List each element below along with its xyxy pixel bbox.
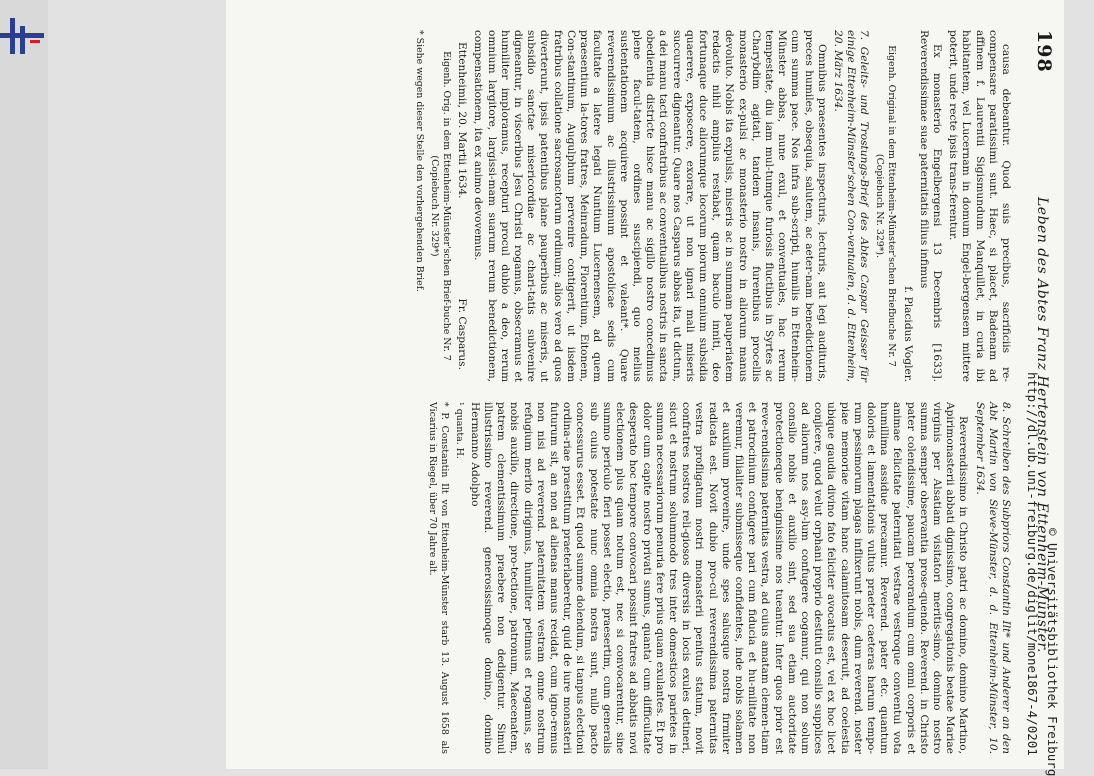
running-head: Leben des Abtes Franz Hertenstein von Ettenheim-Münster. [1034,197,1050,653]
right-column [423,402,1012,758]
source-note: Eigenh. Orig. in dem Ettenheim-Münster'schen Brief-buche Nr. 7 (Copiebuch Nr. 329*) [429,51,453,364]
viewer-left-margin [0,0,48,769]
body-paragraph: Reverendissimo in Christo patri ac domino, domino Martino, Apirimonasterii abbati dignissimo, congregationis beatae Mariae virginis per Alsatiam visitatori meritis-simo, domino nostro summa semper observantia prose-quendo. Reverend. in Christo pater colendissime, paucam perorandum cum omni corporis et animae felicitate paternitati vestrae vestroque conventui vota humillima assidue precamur. Reverend. pater etc. quantum doloris et lamentationis vultus praeter caeteras harum tempo-rum pessimorum plagas inflixerunt nobis, dum reverend. noster piae memoriae vitam hanc calamitosam deseruit, ad coelestia ubique gaudia divino fato feliciter avocatus est, vel ex hoc licet conjicere, quod velut orphani proprio destituti consilio supplices ad aliorum nos asy-lum confugere cogamur, qui non solum consilio nobis et auxilio sint, sed sua etiam auctoritate protectioneque benignissime nos tueantur. Inter quos prior est reve-rendissima paternitas vestra, ad cuius amatam clemen-tiam et patrocinium confugere pari cum fiducia et hu-militate non veremur, filialiter submisseque confidentes, inde nobis solamen et auxilium provenire, unde spes salusque nostra firmiter radicata est. Novit dubio pro-cul reverendissima paternitas vestra profligatum nostri monasterii penitus statum, novit confratres nostros reli-giosos diversis in locis exules detineri, sicut et nostrum solummodo tres inter domesticos parietes in summa necessariorum penuria fere prius quam exulantes. Et pro dolor cum capite nostro privati sumus, quanta' cum difficultate desperato hoc tempore convocari possint fratres ad abbatis novi electionem plus quam notum est, nec si convocarentur, sine summo periculo fieri posset electio, praesertim, cum generalis sub cuius potestate nunc omnia nostra sunt, nullo pacto concessurus esset. Et quod summe dolendum, si tanpus electioni ordina-riae praestitum praeterlaberetur, quid de iure monasterii futurum sit, an non ad alienas manus recidat, cum igno-remus non nisi ad reverend. paternitatem vestram omne nostrum refugium merito dirigimus, humiliter petimus et rogamus, se nobis auxilio, directione, pro-tectione, patronum, Maecenatem, patrem clementissimum praebere non dedigentur. Simul illustrissimo reverend. generosissimoque domino, domino Hermanno Adolpho [468,402,970,758]
body-paragraph: causa debeantur. Quod suis precibus, sacrificiis re-compensare paratissimi sunt. Haec, si placet, Badenam ad affinem f. Laurentii Sigismundum Manquillet, in curia ibi habitantem, vel Lucernam in domum Engel-bergensem mittere poterit, unde recte ipsis trans-ferentur. [947,30,1012,386]
signoff-line [455,30,468,382]
scanned-page [226,0,1064,769]
footnote: ¹ quanta. H. [453,402,465,459]
signoff-place-date: Ettenheimii, 20. Martii 1634. [456,42,469,199]
source-note: Eigenh. Original in dem Ettenheim-Münster'schen Briefbuche Nr. 7 (Copiebuch Nr. 329*). [874,45,898,370]
left-column [410,30,1012,386]
body-paragraph: Omnibus praesentes inspecturis, lecturis, aut legi audituris, preces humiles, obsequia, salutem, ac aeter-nam benedictionem cum summa pace. Nos infra sub-scripti, humilis in Ettenheim-Münster abbas, nune exul, et conventuales, hac rerum tempestate, diu iam mul-tumque furiosis fluctibus in Syrtes ac Charybdim agitati, tandem insanis, furentibus procellis monasterio ex-pulsi ac monasterio nostro in aliorum manus devoluto. Nobis ita expulsis, miseris ac in summam pauperiatem redactis nihil amplius restabat, quam baculo inniti, deo fortunaque duce aliorumque locorum piorum omnium subsidia quaerere, exposcere, exorare, ut non ignari mali miseris succurrere digneantur. Quare nos Casparus abbas ita, ut dictum, a dei manu tacti confratribus ac conventualibus nostris in sancta obedientia districte hisce manu ac sigillo nostro concedimus plene facul-tatem, ordines suscipiendi, quo melius sustentationem acquirere possint et valeant*. Quare reverendissimum ac illustrissimum apostolicae sedis cum facultate a latere legati Nuntium Lucernensem, ad quem praesentium la-tores fratres, Meinradum, Florentium, Eitonem, Con-stantinum, Augulphum pervenire contigerit, ut iisdem fratribus collatione sacrosanctorum ordinum; alios vero ad quos diverterunt, ipsis patentibus plane pauperibus ac miseris, ut subsidio sanctae misericordiae ac chari-tatis subvenire digneantur, in visceribus Jesu Christi rogamus, obsecramus et humiliter imploramus, recepturi procul dubio a deo, rerum omnium largitore, largissi-mam suarum rerum benedictionem, compensationem, ita ex animo devovemus. [472,30,828,386]
copyright-notice: © Universitätsbibliothek Freiburg [1045,528,1060,776]
body-paragraph: Ex monasterio Engelbergensi 13 Decembris [1633]. Reverendissimae suae paternitatis filius infimus [917,30,943,386]
source-url[interactable]: http://dl.ub.uni-freiburg.de/diglit/mone1867-4/0201 [1025,372,1040,756]
signature: f. Placidus Vogler. [901,286,914,382]
footnote: * Siehe wegen dieser Stelle den vorhergehenden Brief. [414,30,426,292]
section-heading: 8. Schreiben des Subpriors Constantin Ilt* und Anderer an den Abt Martin von Sieve-Münster, d. d. Ettenheim-Münster, 10. September 1634. [973,402,1012,758]
signoff-signature: Fr. Casparus. [456,298,469,370]
ub-freiburg-logo-icon [0,18,44,54]
page-content [226,0,1064,769]
footnote: * P. Constantin Ilt von Ettenheim-Münster starb 13. August 1658 als Vicarius in Riegel, über 70 Jahre alt. [426,402,450,757]
section-heading: 7. Geleits- und Trostungs-Brief des Abtes Caspar Geisser für einige Ettenheim-Münster'schen Con-ventualen, d. d. Ettenheim, 20. März 1634. [831,30,871,386]
page-number: 198 [1033,30,1055,73]
